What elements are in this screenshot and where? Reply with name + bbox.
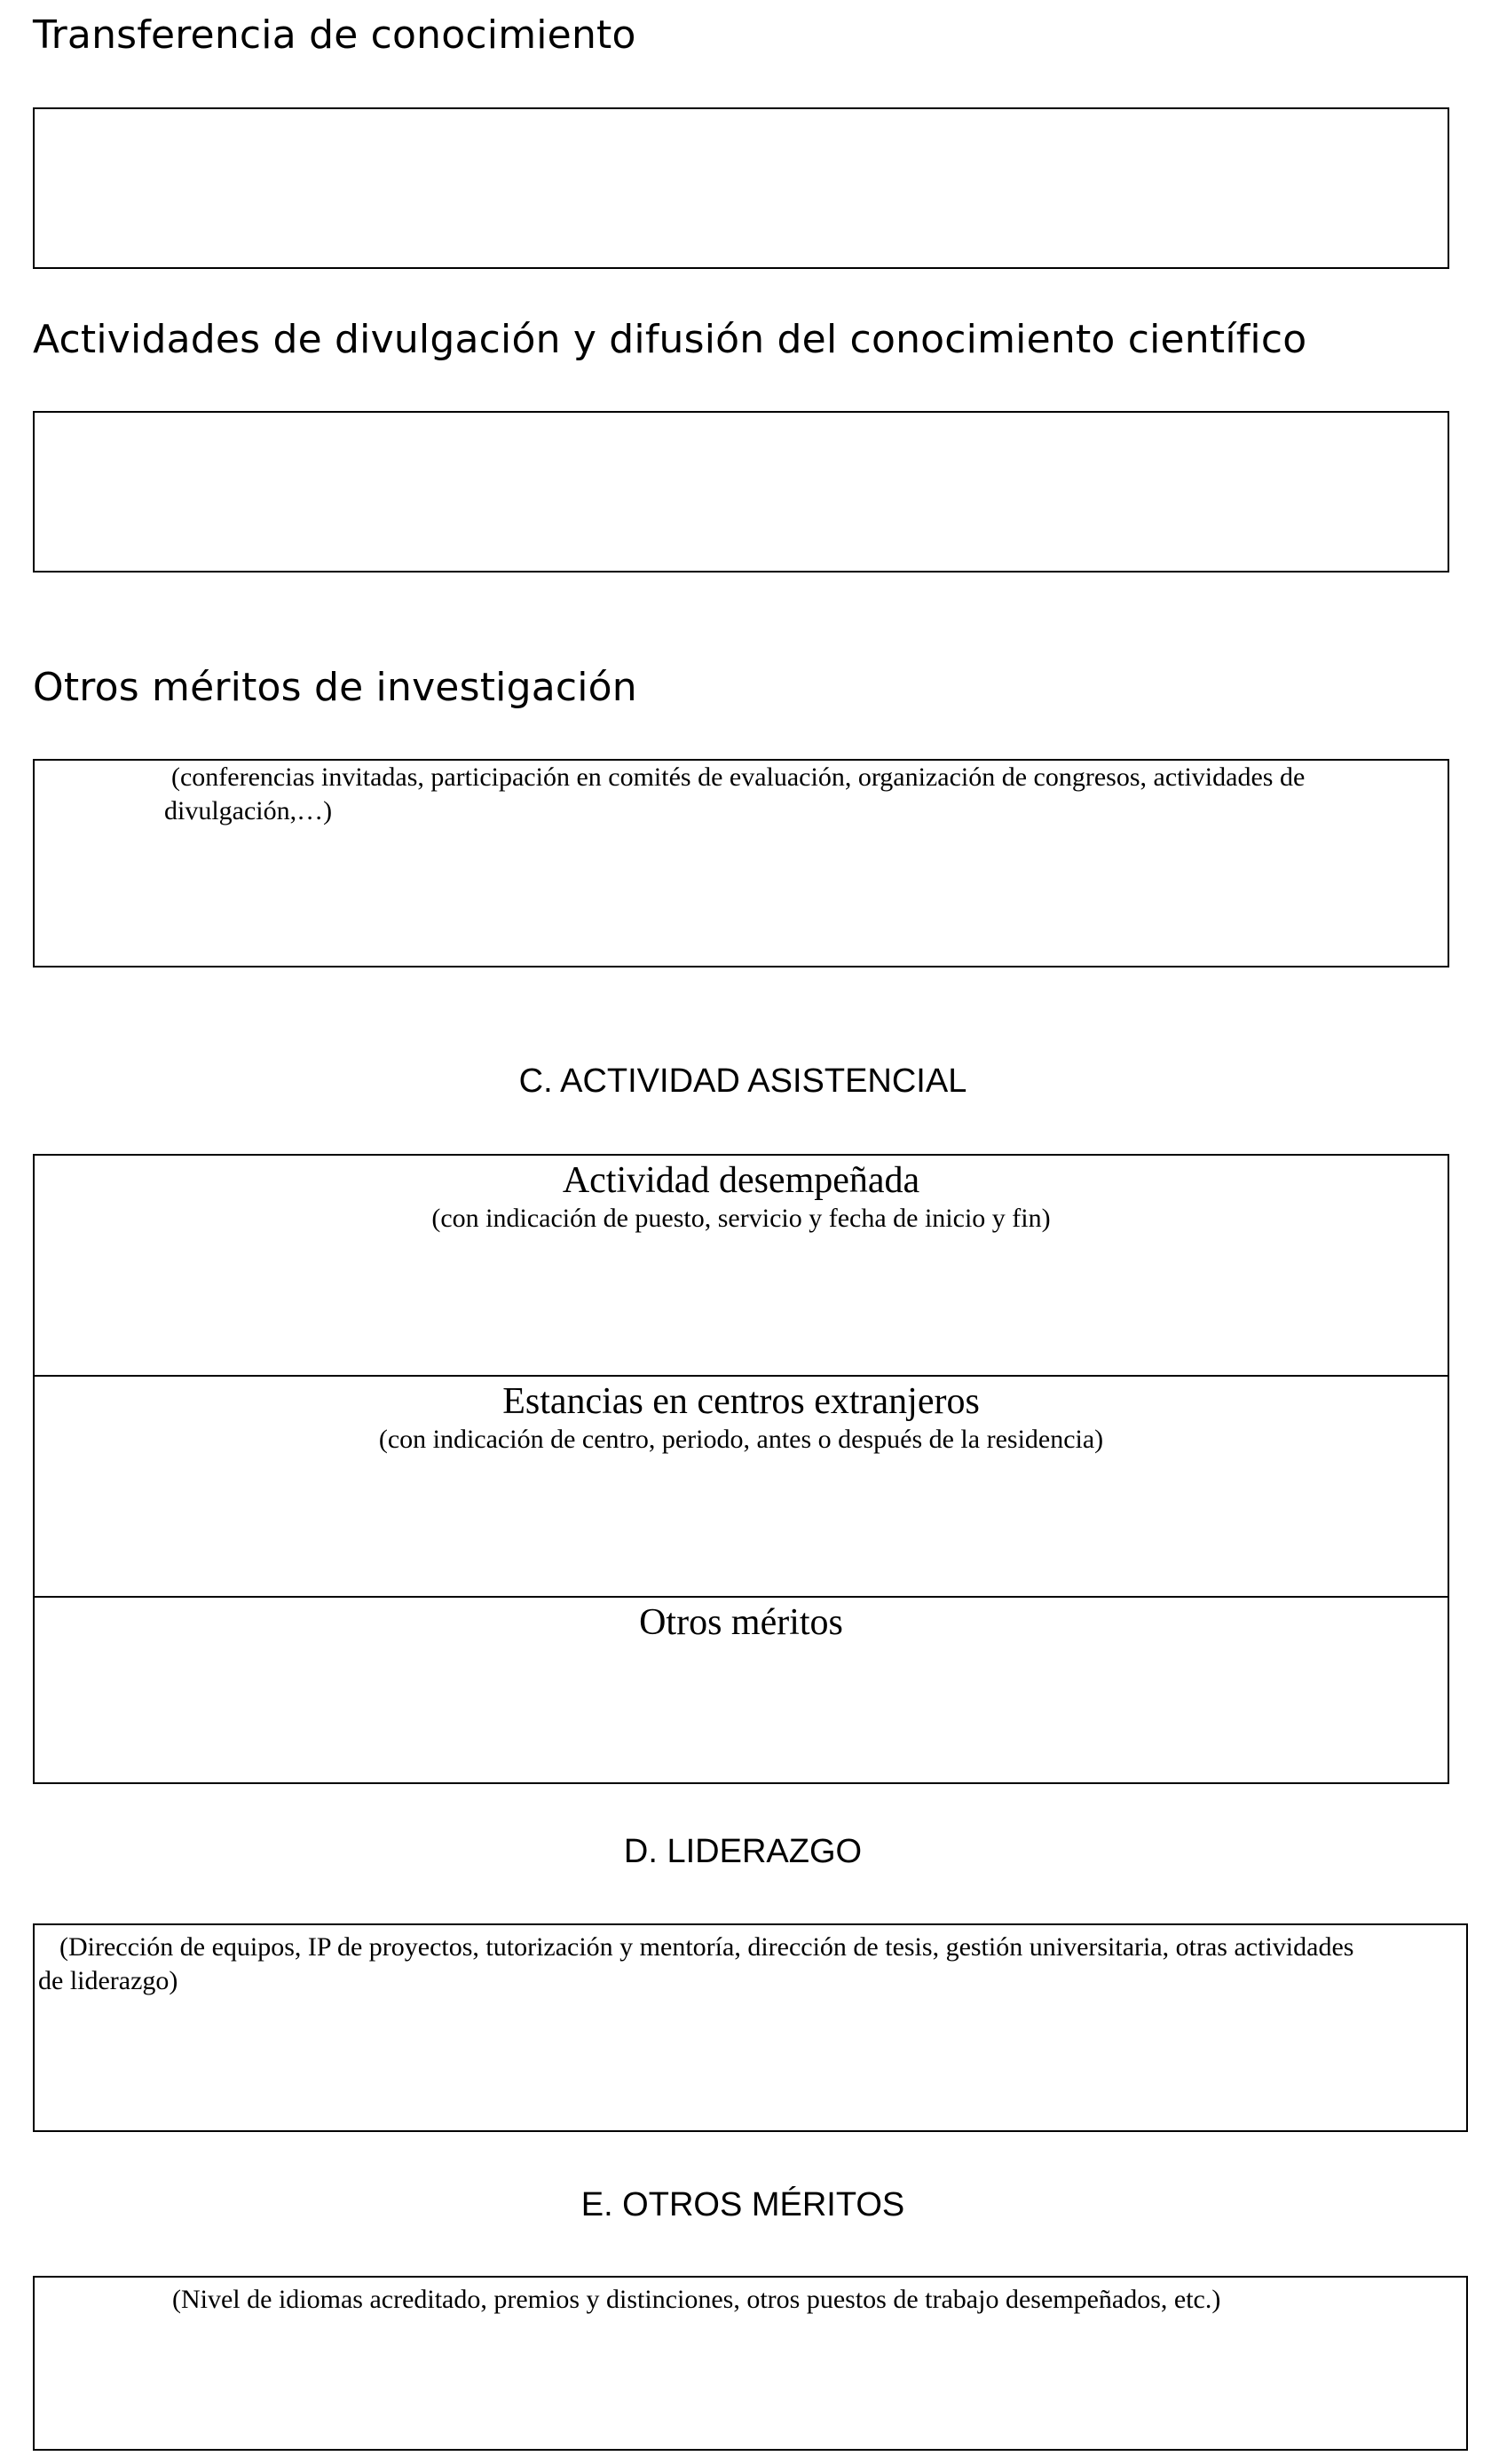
other-research-merits-heading: Otros méritos de investigación	[33, 665, 637, 710]
section-c-row[interactable]	[35, 1598, 1448, 1782]
section-d-title: D. LIDERAZGO	[623, 1833, 863, 1870]
other-research-merits-field[interactable]	[33, 759, 1449, 967]
other-merits-label: Otros méritos	[639, 1602, 843, 1643]
section-c-row[interactable]	[35, 1377, 1448, 1598]
other-merits-note: (Nivel de idiomas acreditado, premios y distinciones, otros puestos de trabajo desempeñados, etc.)	[172, 2285, 1221, 2314]
leadership-note: (Dirección de equipos, IP de proyectos, tutorización y mentoría, dirección de tesis, gestión universitaria, otras actividades de liderazgo)	[38, 1932, 1354, 1995]
outreach-heading: Actividades de divulgación y difusión del conocimiento científico	[33, 317, 1307, 362]
section-e-title: E. OTROS MÉRITOS	[580, 2186, 905, 2223]
outreach-field[interactable]	[33, 411, 1449, 573]
leadership-field[interactable]	[33, 1923, 1468, 2132]
transfer-field[interactable]	[33, 107, 1449, 269]
foreign-stays-note: (con indicación de centro, periodo, antes o después de la residencia)	[378, 1425, 1104, 1454]
section-c-title: C. ACTIVIDAD ASISTENCIAL	[518, 1062, 967, 1100]
other-merits-field[interactable]	[33, 2276, 1468, 2451]
activity-performed-label: Actividad desempeñada	[562, 1160, 920, 1201]
section-c-table	[33, 1154, 1449, 1784]
other-research-merits-note: (conferencias invitadas, participación en comités de evaluación, organización de congresos, actividades de divulgación,…)	[164, 762, 1306, 825]
transfer-heading: Transferencia de conocimiento	[33, 12, 636, 58]
activity-performed-note: (con indicación de puesto, servicio y fecha de inicio y fin)	[431, 1204, 1051, 1233]
section-c-row[interactable]	[35, 1156, 1448, 1377]
foreign-stays-label: Estancias en centros extranjeros	[502, 1381, 980, 1422]
